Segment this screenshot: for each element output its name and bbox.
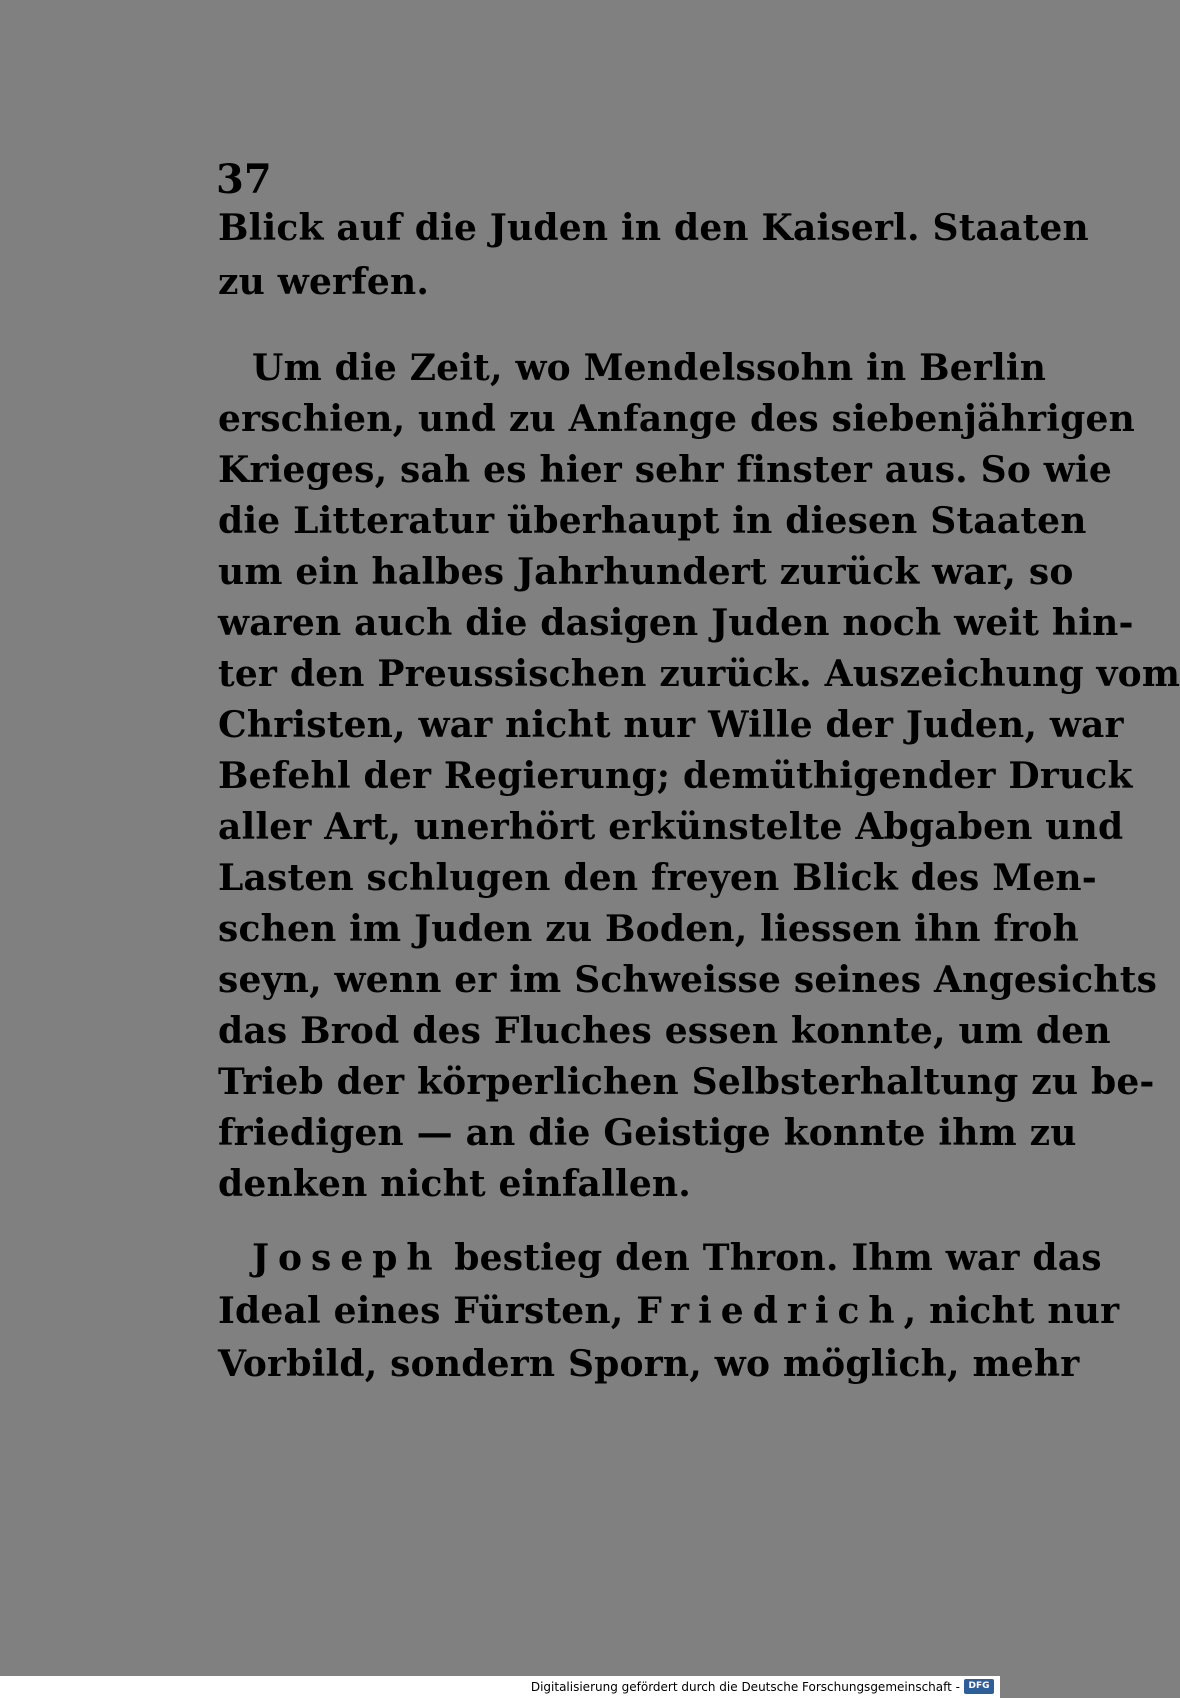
page-number: 37 xyxy=(216,156,272,203)
text-line: aller Art, unerhört erkünstelte Abgaben und xyxy=(218,806,1124,848)
spaced-word: Friedrich xyxy=(636,1290,904,1332)
text-line-joseph xyxy=(252,1237,1102,1279)
spaced-word: Joseph xyxy=(252,1237,442,1279)
text-line: friedigen — an die Geistige konnte ihm zu xyxy=(218,1112,1077,1154)
text-line: um ein halbes Jahrhundert zurück war, so xyxy=(218,551,1074,593)
footer-credit-text: Digitalisierung gefördert durch die Deutsche Forschungsgemeinschaft - xyxy=(530,1680,960,1694)
spaced-name-joseph: Joseph bestieg den Thron. Ihm war das xyxy=(252,1237,1102,1279)
text-line: ter den Preussischen zurück. Auszeichung vom xyxy=(218,653,1180,695)
text-line: zu werfen. xyxy=(218,261,430,303)
text-line: Krieges, sah es hier sehr finster aus. So wie xyxy=(218,449,1112,491)
text-line: erschien, und zu Anfange des siebenjährigen xyxy=(218,398,1135,440)
text-line: Vorbild, sondern Sporn, wo möglich, mehr xyxy=(218,1343,1080,1385)
digitization-footer xyxy=(0,1676,1000,1698)
text-line: das Brod des Fluches essen konnte, um den xyxy=(218,1010,1111,1052)
text-line: seyn, wenn er im Schweisse seines Angesichts xyxy=(218,959,1158,1001)
text-line: Trieb der körperlichen Selbsterhaltung zu be- xyxy=(218,1061,1155,1103)
text-line: denken nicht einfallen. xyxy=(218,1163,692,1205)
spaced-name-friedrich: Ideal eines Fürsten, Friedrich, nicht nur xyxy=(218,1290,1120,1332)
text-line: die Litteratur überhaupt in diesen Staaten xyxy=(218,500,1087,542)
text-line: waren auch die dasigen Juden noch weit hin- xyxy=(218,602,1134,644)
text-line: Um die Zeit, wo Mendelssohn in Berlin xyxy=(252,347,1047,389)
dfg-logo: DFG xyxy=(964,1679,994,1694)
text-line: schen im Juden zu Boden, liessen ihn froh xyxy=(218,908,1079,950)
text-line: Lasten schlugen den freyen Blick des Men- xyxy=(218,857,1097,899)
text-line: Christen, war nicht nur Wille der Juden, war xyxy=(218,704,1124,746)
text-line: Befehl der Regierung; demüthigender Druck xyxy=(218,755,1133,797)
text-line: Blick auf die Juden in den Kaiserl. Staaten xyxy=(218,207,1089,249)
text-line-friedrich xyxy=(218,1290,1120,1332)
